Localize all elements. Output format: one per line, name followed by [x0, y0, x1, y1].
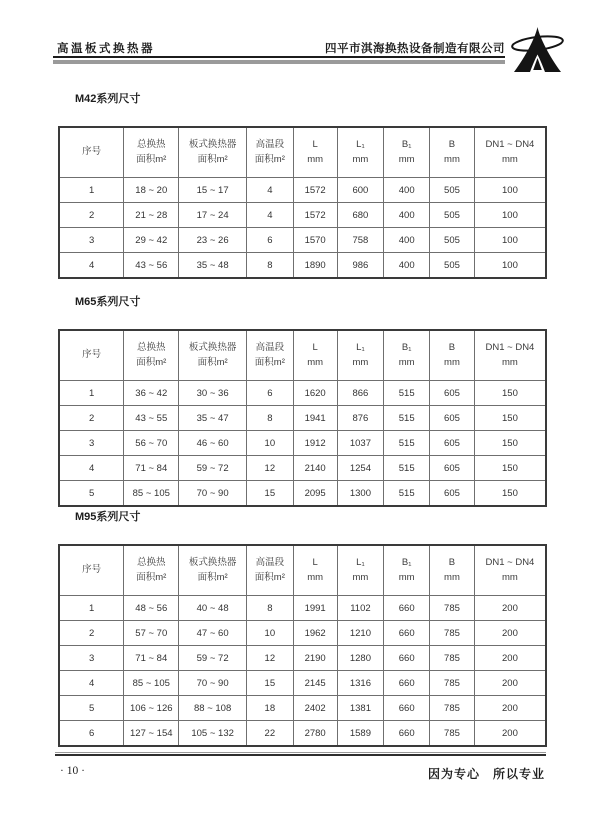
page-number: · 10 · — [60, 765, 85, 777]
footer-slogan: 因为专心 所以专业 — [427, 767, 545, 781]
table-cell: 1316 — [337, 671, 384, 696]
table-cell: 986 — [337, 253, 384, 279]
table-cell: 150 — [474, 406, 546, 431]
document-title: 高温板式换热器 — [57, 43, 155, 55]
dimensions-table-m65 — [58, 329, 547, 507]
table-cell: 4 — [59, 671, 124, 696]
table-cell: 29 ~ 42 — [124, 228, 179, 253]
table-cell: 100 — [474, 253, 546, 279]
table-cell: 6 — [246, 228, 293, 253]
table-cell: 1 — [59, 381, 124, 406]
table-cell: 43 ~ 55 — [124, 406, 179, 431]
table-cell: 866 — [337, 381, 384, 406]
table-cell: 1300 — [337, 481, 384, 507]
table-cell: 70 ~ 90 — [179, 481, 247, 507]
table-cell: 85 ~ 105 — [124, 481, 179, 507]
column-header: B₁ mm — [384, 545, 430, 596]
column-header: 高温段 面积m² — [246, 127, 293, 178]
column-header: 总换热 面积m² — [124, 330, 179, 381]
table-cell: 1572 — [293, 178, 337, 203]
table-row — [59, 381, 546, 406]
table-cell: 1254 — [337, 456, 384, 481]
column-header: B₁ mm — [384, 330, 430, 381]
column-header: B mm — [430, 330, 475, 381]
column-header: 序号 — [59, 127, 124, 178]
table-cell: 15 — [246, 671, 293, 696]
table-row — [59, 671, 546, 696]
column-header: 板式换热器 面积m² — [179, 127, 247, 178]
table-cell: 200 — [474, 646, 546, 671]
table-cell: 600 — [337, 178, 384, 203]
section-title-m95: M95系列尺寸 — [75, 511, 141, 523]
table-cell: 2190 — [293, 646, 337, 671]
table-cell: 1280 — [337, 646, 384, 671]
table-cell: 8 — [246, 596, 293, 621]
table-cell: 2140 — [293, 456, 337, 481]
table-cell: 57 ~ 70 — [124, 621, 179, 646]
table-cell: 15 ~ 17 — [179, 178, 247, 203]
table-cell: 1941 — [293, 406, 337, 431]
table-cell: 1991 — [293, 596, 337, 621]
table-cell: 5 — [59, 481, 124, 507]
table-cell: 1037 — [337, 431, 384, 456]
column-header: L₁ mm — [337, 330, 384, 381]
table-cell: 71 ~ 84 — [124, 456, 179, 481]
column-header: L mm — [293, 545, 337, 596]
table-cell: 47 ~ 60 — [179, 621, 247, 646]
table-cell: 785 — [430, 596, 475, 621]
table-cell: 505 — [430, 228, 475, 253]
section-m42 — [58, 90, 547, 279]
table-cell: 1 — [59, 596, 124, 621]
table-cell: 605 — [430, 381, 475, 406]
table-cell: 12 — [246, 646, 293, 671]
footer-rule — [55, 752, 546, 756]
table-cell: 1962 — [293, 621, 337, 646]
table-cell: 785 — [430, 696, 475, 721]
table-cell: 3 — [59, 431, 124, 456]
table-cell: 660 — [384, 671, 430, 696]
column-header: 总换热 面积m² — [124, 127, 179, 178]
table-cell: 4 — [59, 456, 124, 481]
column-header: B mm — [430, 127, 475, 178]
table-cell: 105 ~ 132 — [179, 721, 247, 747]
section-m95 — [58, 508, 547, 747]
dimensions-table-m95 — [58, 544, 547, 747]
table-cell: 400 — [384, 203, 430, 228]
table-row — [59, 178, 546, 203]
column-header: DN1 ~ DN4 mm — [474, 545, 546, 596]
table-cell: 88 ~ 108 — [179, 696, 247, 721]
table-cell: 3 — [59, 646, 124, 671]
table-cell: 18 ~ 20 — [124, 178, 179, 203]
table-cell: 660 — [384, 721, 430, 747]
table-cell: 22 — [246, 721, 293, 747]
table-cell: 8 — [246, 406, 293, 431]
table-cell: 505 — [430, 203, 475, 228]
table-cell: 660 — [384, 621, 430, 646]
table-cell: 150 — [474, 381, 546, 406]
column-header: B₁ mm — [384, 127, 430, 178]
table-cell: 200 — [474, 621, 546, 646]
table-cell: 15 — [246, 481, 293, 507]
table-cell: 1620 — [293, 381, 337, 406]
table-cell: 505 — [430, 253, 475, 279]
table-cell: 30 ~ 36 — [179, 381, 247, 406]
table-cell: 2 — [59, 203, 124, 228]
table-cell: 4 — [246, 178, 293, 203]
table-header-row — [59, 127, 546, 178]
table-cell: 100 — [474, 203, 546, 228]
table-cell: 515 — [384, 456, 430, 481]
table-cell: 43 ~ 56 — [124, 253, 179, 279]
company-logo-icon — [511, 27, 564, 73]
table-row — [59, 596, 546, 621]
table-cell: 150 — [474, 481, 546, 507]
section-m65 — [58, 293, 547, 507]
table-cell: 8 — [246, 253, 293, 279]
table-cell: 150 — [474, 431, 546, 456]
table-cell: 10 — [246, 621, 293, 646]
table-cell: 70 ~ 90 — [179, 671, 247, 696]
section-title-m42: M42系列尺寸 — [75, 93, 141, 105]
table-cell: 515 — [384, 431, 430, 456]
table-header-row — [59, 545, 546, 596]
table-cell: 2 — [59, 621, 124, 646]
table-cell: 6 — [59, 721, 124, 747]
table-cell: 59 ~ 72 — [179, 646, 247, 671]
table-cell: 36 ~ 42 — [124, 381, 179, 406]
table-row — [59, 696, 546, 721]
header-rule-gray — [53, 60, 505, 64]
table-cell: 18 — [246, 696, 293, 721]
table-cell: 59 ~ 72 — [179, 456, 247, 481]
table-cell: 4 — [59, 253, 124, 279]
header-rule-black — [53, 56, 505, 58]
table-cell: 660 — [384, 696, 430, 721]
table-cell: 106 ~ 126 — [124, 696, 179, 721]
table-cell: 660 — [384, 646, 430, 671]
table-cell: 785 — [430, 671, 475, 696]
table-cell: 1210 — [337, 621, 384, 646]
table-cell: 785 — [430, 646, 475, 671]
column-header: 序号 — [59, 545, 124, 596]
table-row — [59, 721, 546, 747]
table-cell: 785 — [430, 721, 475, 747]
table-cell: 2145 — [293, 671, 337, 696]
table-cell: 605 — [430, 481, 475, 507]
table-cell: 660 — [384, 596, 430, 621]
table-row — [59, 621, 546, 646]
table-cell: 5 — [59, 696, 124, 721]
table-cell: 1102 — [337, 596, 384, 621]
table-cell: 200 — [474, 721, 546, 747]
table-row — [59, 406, 546, 431]
table-cell: 505 — [430, 178, 475, 203]
table-cell: 10 — [246, 431, 293, 456]
table-cell: 2402 — [293, 696, 337, 721]
table-cell: 400 — [384, 228, 430, 253]
table-cell: 2095 — [293, 481, 337, 507]
table-cell: 200 — [474, 696, 546, 721]
table-cell: 100 — [474, 228, 546, 253]
table-cell: 71 ~ 84 — [124, 646, 179, 671]
table-cell: 200 — [474, 596, 546, 621]
table-cell: 1381 — [337, 696, 384, 721]
table-cell: 6 — [246, 381, 293, 406]
company-name: 四平市淇海换热设备制造有限公司 — [325, 43, 505, 55]
column-header: 高温段 面积m² — [246, 330, 293, 381]
table-cell: 515 — [384, 406, 430, 431]
table-cell: 785 — [430, 621, 475, 646]
table-row — [59, 646, 546, 671]
table-cell: 35 ~ 48 — [179, 253, 247, 279]
header-rule — [53, 56, 505, 64]
column-header: L mm — [293, 330, 337, 381]
table-cell: 40 ~ 48 — [179, 596, 247, 621]
table-cell: 150 — [474, 456, 546, 481]
column-header: 总换热 面积m² — [124, 545, 179, 596]
table-cell: 2 — [59, 406, 124, 431]
column-header: L₁ mm — [337, 127, 384, 178]
section-title-m65: M65系列尺寸 — [75, 296, 141, 308]
column-header: 板式换热器 面积m² — [179, 330, 247, 381]
table-cell: 400 — [384, 253, 430, 279]
table-cell: 200 — [474, 671, 546, 696]
table-cell: 4 — [246, 203, 293, 228]
table-cell: 400 — [384, 178, 430, 203]
table-cell: 1572 — [293, 203, 337, 228]
table-cell: 605 — [430, 431, 475, 456]
table-cell: 1 — [59, 178, 124, 203]
table-cell: 1890 — [293, 253, 337, 279]
table-row — [59, 203, 546, 228]
footer-rule-gray — [55, 752, 546, 753]
table-row — [59, 431, 546, 456]
table-cell: 46 ~ 60 — [179, 431, 247, 456]
footer-rule-dark — [55, 754, 546, 756]
table-cell: 605 — [430, 406, 475, 431]
column-header: 板式换热器 面积m² — [179, 545, 247, 596]
column-header: 序号 — [59, 330, 124, 381]
table-cell: 12 — [246, 456, 293, 481]
table-cell: 876 — [337, 406, 384, 431]
column-header: DN1 ~ DN4 mm — [474, 330, 546, 381]
table-cell: 515 — [384, 481, 430, 507]
table-row — [59, 228, 546, 253]
table-row — [59, 456, 546, 481]
table-cell: 1570 — [293, 228, 337, 253]
table-cell: 758 — [337, 228, 384, 253]
column-header: 高温段 面积m² — [246, 545, 293, 596]
table-cell: 2780 — [293, 721, 337, 747]
table-cell: 1912 — [293, 431, 337, 456]
column-header: B mm — [430, 545, 475, 596]
table-cell: 680 — [337, 203, 384, 228]
column-header: L mm — [293, 127, 337, 178]
table-cell: 85 ~ 105 — [124, 671, 179, 696]
column-header: L₁ mm — [337, 545, 384, 596]
table-cell: 1589 — [337, 721, 384, 747]
table-cell: 17 ~ 24 — [179, 203, 247, 228]
table-cell: 23 ~ 26 — [179, 228, 247, 253]
table-cell: 56 ~ 70 — [124, 431, 179, 456]
dimensions-table-m42 — [58, 126, 547, 279]
table-cell: 35 ~ 47 — [179, 406, 247, 431]
table-row — [59, 253, 546, 279]
table-cell: 3 — [59, 228, 124, 253]
table-header-row — [59, 330, 546, 381]
table-cell: 48 ~ 56 — [124, 596, 179, 621]
table-cell: 127 ~ 154 — [124, 721, 179, 747]
table-cell: 21 ~ 28 — [124, 203, 179, 228]
table-row — [59, 481, 546, 507]
column-header: DN1 ~ DN4 mm — [474, 127, 546, 178]
table-cell: 100 — [474, 178, 546, 203]
table-cell: 515 — [384, 381, 430, 406]
table-cell: 605 — [430, 456, 475, 481]
